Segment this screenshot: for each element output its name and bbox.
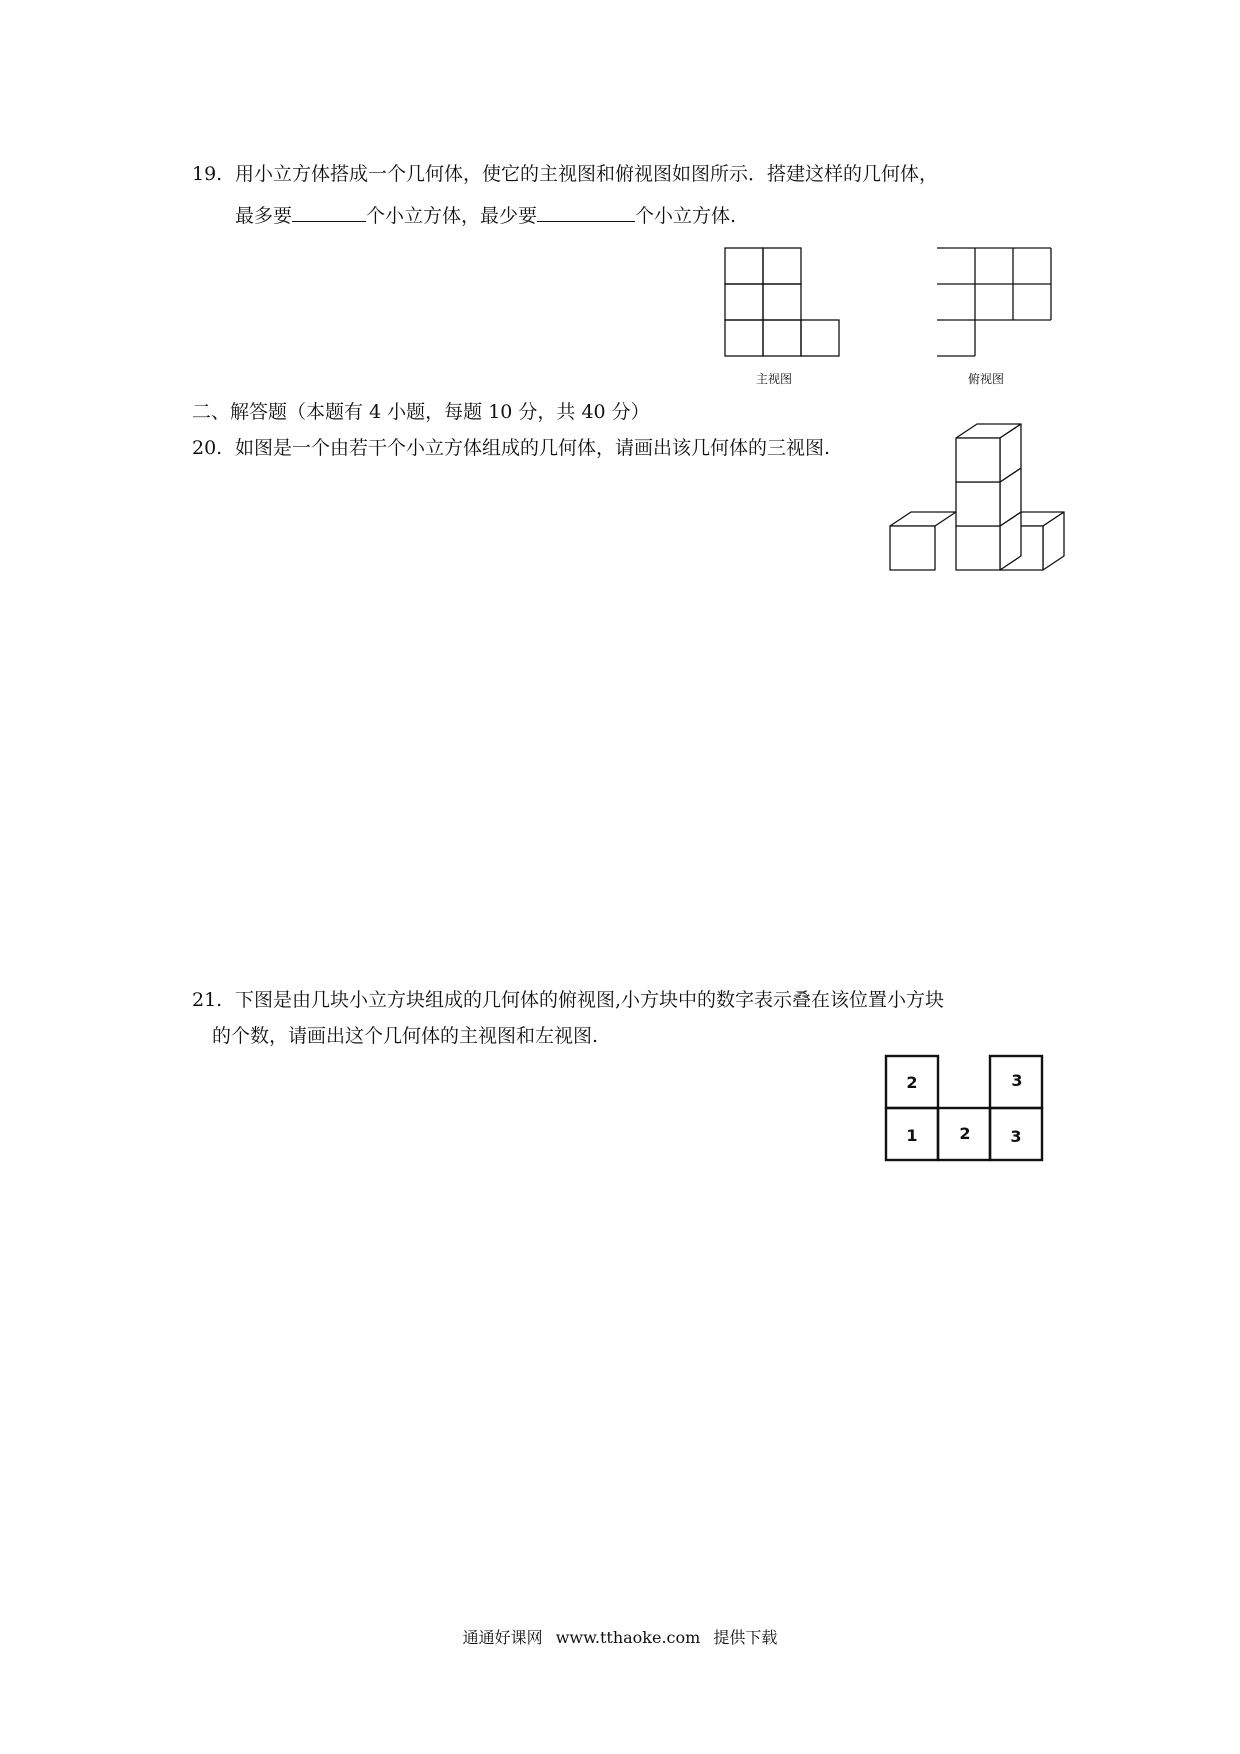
front-cell [725,248,763,284]
q21-number: 21. [192,989,223,1011]
q19-top-view-figure [932,244,1062,364]
footer-suffix: 提供下载 [713,1628,778,1647]
front-cell [763,320,801,356]
q20-cubes-figure [880,412,1070,582]
q19-max-blank[interactable] [292,203,366,222]
q19-text-line2 [235,203,736,228]
q19-text-line1: 用小立方体搭成一个几何体，使它的主视图和俯视图如图所示．搭建这样的几何体， [235,163,939,185]
front-cell [725,320,763,356]
section2-heading: 二、解答题（本题有 4 小题，每题 10 分，共 40 分） [192,401,650,423]
cube-top-front [956,438,1000,482]
grid-number: 2 [906,1073,918,1092]
q21-text-line2: 的个数，请画出这个几何体的主视图和左视图. [212,1025,599,1047]
q19-text-a: 最多要 [235,205,293,227]
q19-text-c: 个小立方体. [635,205,737,227]
cube-middle-front [956,482,1000,526]
q19-front-view-figure [720,244,850,364]
footer-site-name: 通通好课网 [462,1628,543,1647]
grid-number: 3 [1010,1127,1022,1146]
q21-grid-figure [880,1050,1050,1170]
q20-number: 20. [192,437,223,459]
footer-url[interactable]: www.tthaoke.com [555,1628,701,1647]
q20-text: 如图是一个由若干个小立方体组成的几何体，请画出该几何体的三视图. [235,437,831,459]
grid-number: 2 [959,1124,971,1143]
cube-left-front [890,526,935,570]
grid-number: 1 [906,1126,918,1145]
q21-text-line1: 下图是由几块小立方块组成的几何体的俯视图,小方块中的数字表示叠在该位置小方块 [235,989,945,1011]
q19-number: 19. [192,163,223,185]
front-cell [725,284,763,320]
footer [0,1628,1240,1648]
grid-number: 3 [1011,1071,1023,1090]
cube-center-front [956,526,1000,570]
q19-top-caption: 俯视图 [968,372,1005,386]
q19-front-caption: 主视图 [756,372,793,386]
q19-min-blank[interactable] [537,203,635,222]
front-cell [763,284,801,320]
front-cell [801,320,839,356]
q19-text-b: 个小立方体，最少要 [366,205,538,227]
front-cell [763,248,801,284]
cube-left-top [890,512,956,526]
